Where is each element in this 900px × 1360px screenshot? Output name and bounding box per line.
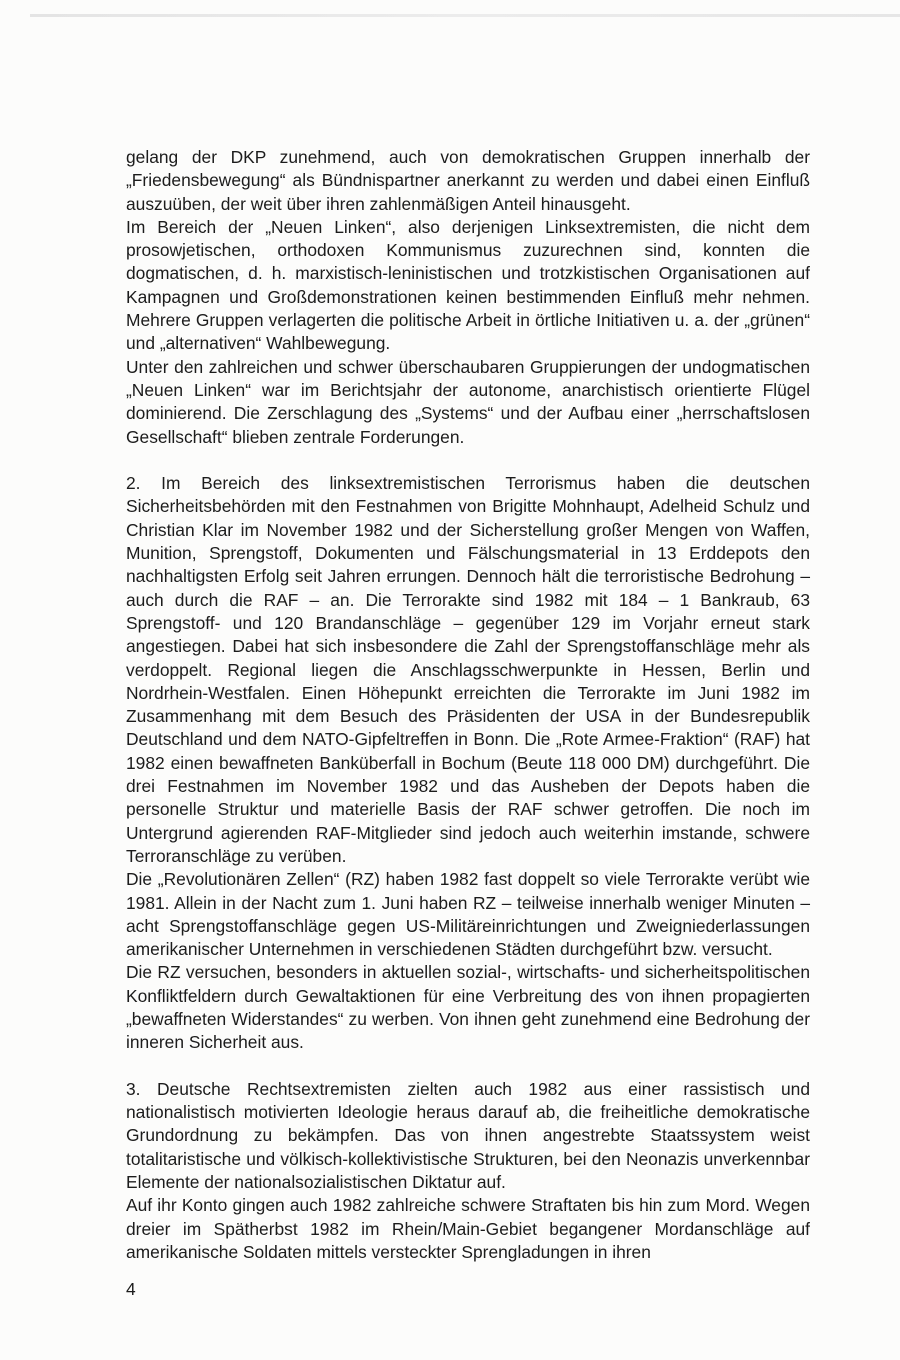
paragraph: gelang der DKP zunehmend, auch von demokratischen Gruppen innerhalb der „Friedensbewegung“ als Bündnispartner anerkannt zu werden und dabei einen Einfluß auszuüben, der weit über ihren zahlenmäßigen Anteil hinausgeht. xyxy=(126,147,810,214)
paragraph: Auf ihr Konto gingen auch 1982 zahlreiche schwere Straftaten bis hin zum Mord. Wegen dreier im Spätherbst 1982 im Rhein/Main-Gebiet begangener Mordanschläge auf amerikanische Soldaten mittels versteckter Sprengladungen in ihren xyxy=(126,1195,810,1262)
document-body xyxy=(126,146,810,1264)
paragraph: Die RZ versuchen, besonders in aktuellen sozial-, wirtschafts- und sicherheitspolitischen Konfliktfeldern durch Gewaltaktionen für eine Verbreitung des von ihnen propagierten „bewaffneten Widerstandes“ zu werben. Von ihnen geht zunehmend eine Bedrohung der inneren Sicherheit aus. xyxy=(126,962,810,1053)
paragraph: 2. Im Bereich des linksextremistischen Terrorismus haben die deutschen Sicherheitsbehörden mit den Festnahmen von Brigitte Mohnhaupt, Adelheid Schulz und Christian Klar im November 1982 und der Sicherstellung großer Mengen von Waffen, Munition, Sprengstoff, Dokumenten und Fälschungsmaterial in 13 Erddepots den nachhaltigsten Erfolg seit Jahren errungen. Dennoch hält die terroristische Bedrohung – auch durch die RAF – an. Die Terrorakte sind 1982 mit 184 – 1 Bankraub, 63 Sprengstoff- und 120 Brandanschläge – gegenüber 129 im Vorjahr erneut stark angestiegen. Dabei hat sich insbesondere die Zahl der Sprengstoffanschläge mehr als verdoppelt. Regional liegen die Anschlagsschwerpunkte in Hessen, Berlin und Nordrhein-Westfalen. Einen Höhepunkt erreichten die Terrorakte im Juni 1982 im Zusammenhang mit dem Besuch des Präsidenten der USA in der Bundesrepublik Deutschland und dem NATO-Gipfeltreffen in Bonn. Die „Rote Armee-Fraktion“ (RAF) hat 1982 einen bewaffneten Banküberfall in Bochum (Beute 118 000 DM) durchgeführt. Die drei Festnahmen im November 1982 und das Ausheben der Depots haben die personelle Struktur und materielle Basis der RAF schwer getroffen. Die noch im Untergrund agierenden RAF-Mitglieder sind jedoch auch weiterhin imstande, schwere Terroranschläge zu verüben. xyxy=(126,473,810,866)
paragraph: Die „Revolutionären Zellen“ (RZ) haben 1982 fast doppelt so viele Terrorakte verübt wie 1981. Allein in der Nacht zum 1. Juni haben RZ – teilweise innerhalb weniger Minuten – acht Sprengstoffanschläge gegen US-Militäreinrichtungen und Zweigniederlassungen amerikanischer Unternehmen in verschiedenen Städten durchgeführt bzw. versucht. xyxy=(126,869,810,960)
section-gap xyxy=(126,449,810,472)
scan-top-edge xyxy=(30,14,900,17)
paragraph: 3. Deutsche Rechtsextremisten zielten auch 1982 aus einer rassistisch und nationalistisch motivierten Ideologie heraus darauf ab, die freiheitliche demokratische Grundordnung zu bekämpfen. Das von ihnen angestrebte Staatssystem weist totalitaristische und völkisch-kollektivistische Strukturen, bei den Neonazis unverkennbar Elemente der nationalsozialistischen Diktatur auf. xyxy=(126,1078,810,1193)
page-number: 4 xyxy=(126,1279,136,1299)
paragraph: Im Bereich der „Neuen Linken“, also derjenigen Linksextremisten, die nicht dem prosowjetischen, orthodoxen Kommunismus zuzurechnen sind, konnten die dogmatischen, d. h. marxistisch-leninistischen und trotzkistischen Organisationen auf Kampagnen und Großdemonstrationen keinen bestimmenden Einfluß mehr nehmen. Mehrere Gruppen verlagerten die politische Arbeit in örtliche Initiativen u. a. der „grünen“ und „alternativen“ Wahlbewegung. xyxy=(126,216,810,354)
section-gap xyxy=(126,1055,810,1078)
paragraph: Unter den zahlreichen und schwer überschaubaren Gruppierungen der undogmatischen „Neuen Linken“ war im Berichtsjahr der autonome, anarchistisch orientierte Flügel dominierend. Die Zerschlagung des „Systems“ und der Aufbau einer „herrschaftslosen Gesellschaft“ blieben zentrale Forderungen. xyxy=(126,356,810,447)
